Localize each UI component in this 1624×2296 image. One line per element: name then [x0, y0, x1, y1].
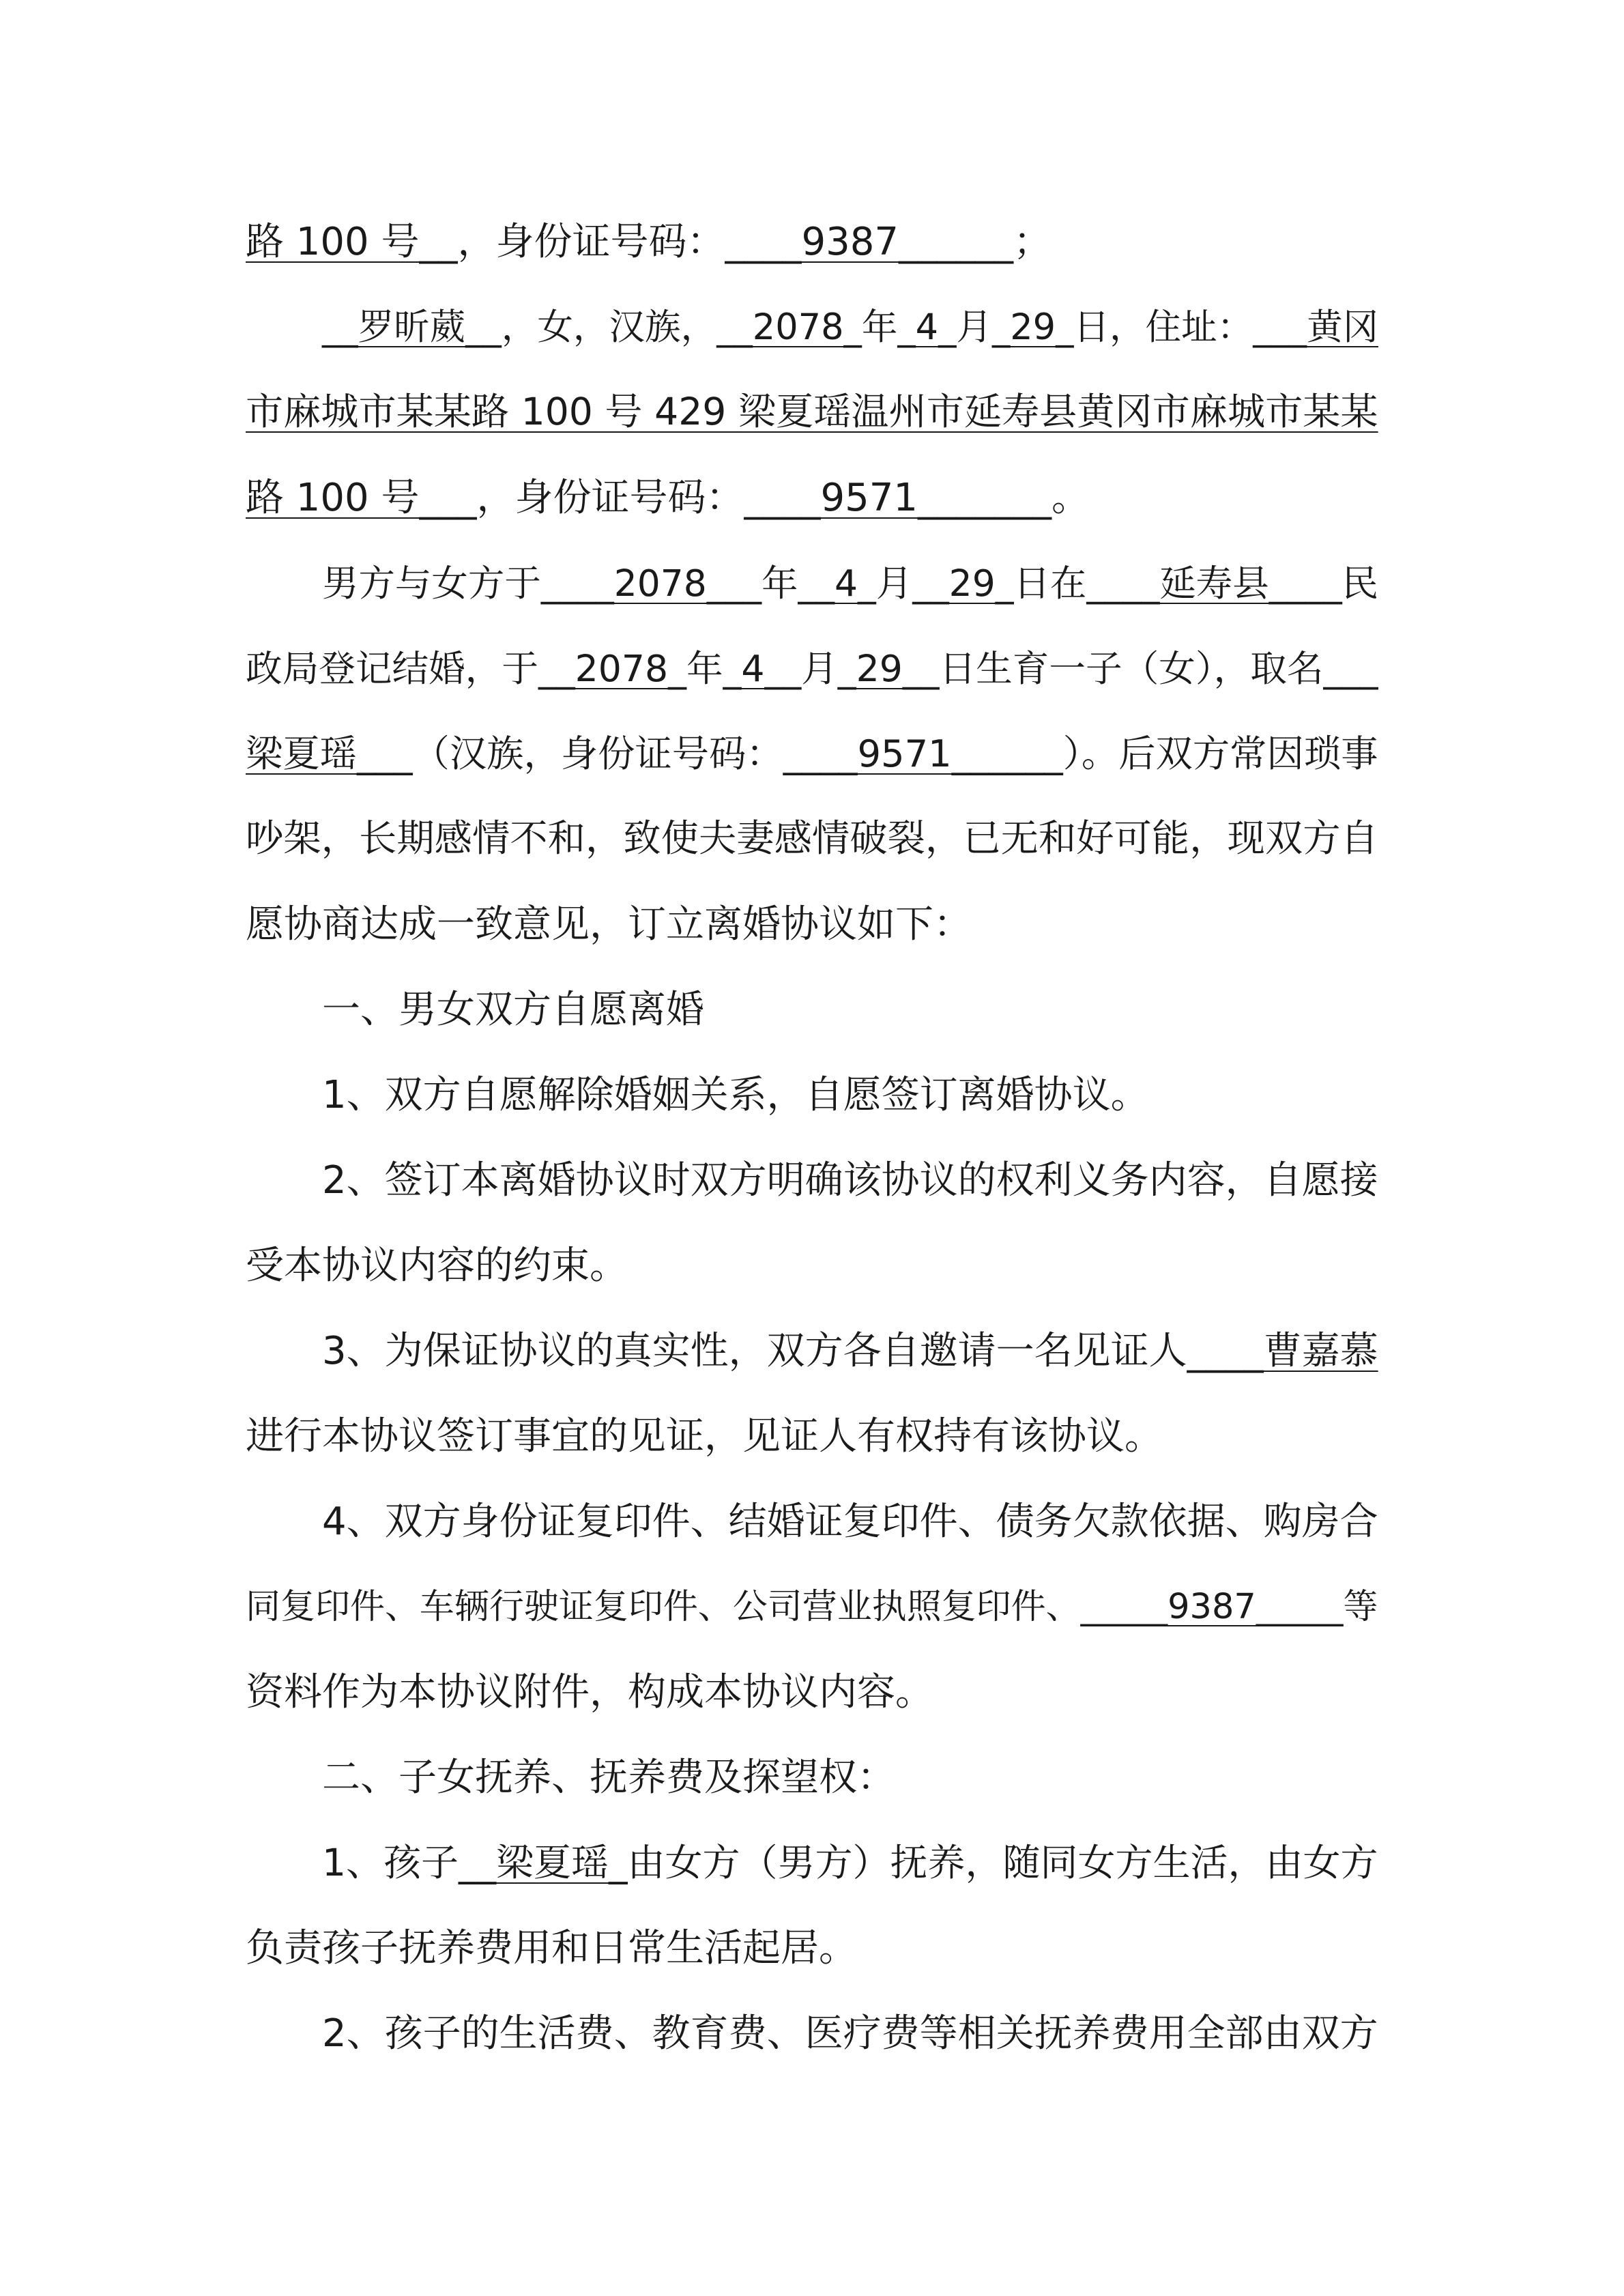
body-text: 年 [686, 647, 723, 690]
filled-field: 2078 [752, 306, 844, 348]
filled-field: ___ [357, 732, 413, 775]
filled-field: 29 [1010, 306, 1056, 348]
filled-field: 路 100 号 [246, 220, 420, 264]
filled-field: __ [538, 647, 575, 690]
document-line [246, 1308, 1378, 1394]
body-text: 二、子女抚养、抚养费及探望权： [322, 1755, 895, 1800]
filled-field: _ [897, 306, 916, 348]
filled-field: 4 [834, 562, 858, 605]
document-line [246, 1991, 1378, 2076]
filled-field: _ [995, 562, 1014, 605]
filled-field: ___ [1253, 306, 1307, 348]
body-text: （汉族，身份证号码： [412, 732, 783, 775]
filled-field: 市麻城市某某路 100 号 429 梁夏瑶温州市延寿县黄冈市麻城市某某 [246, 390, 1378, 434]
filled-field: ____ [783, 732, 858, 775]
filled-field: __ [419, 220, 458, 264]
filled-field: 9387 [1168, 1587, 1256, 1627]
filled-field: 2078 [575, 647, 669, 690]
body-text: 日在 [1013, 562, 1087, 605]
document-line [246, 1650, 1378, 1735]
filled-field: ____ [725, 220, 802, 264]
filled-field: 黄冈 [1307, 306, 1378, 348]
document-line [246, 541, 1378, 626]
filled-field: ____ [540, 562, 614, 605]
document-line [246, 1479, 1378, 1564]
filled-field: _ [991, 306, 1011, 348]
document-line [246, 1906, 1378, 1991]
filled-field: 29 [948, 562, 996, 605]
body-text: 2、孩子的生活费、教育费、医疗费等相关抚养费用全部由双方 [322, 2011, 1378, 2056]
body-text: ，女，汉族， [501, 306, 717, 348]
document-line [246, 1820, 1378, 1906]
filled-field: __ [912, 562, 949, 605]
body-text: 政局登记结婚，于 [246, 647, 539, 690]
filled-field: _ [668, 647, 686, 690]
filled-field: 梁夏瑶 [496, 1841, 609, 1884]
document-page [246, 199, 1378, 2076]
filled-field: _ [938, 306, 957, 348]
body-text: 。 [1052, 476, 1090, 520]
filled-field: 曹嘉慕 [1263, 1329, 1378, 1373]
body-text: 民 [1342, 562, 1378, 605]
document-line [246, 1394, 1378, 1479]
body-text: 进行本协议签订事宜的见证，见证人有权持有该协议。 [246, 1414, 1163, 1459]
body-text: 月 [956, 306, 992, 348]
filled-field: __ [322, 306, 358, 348]
body-text: 等 [1343, 1587, 1378, 1627]
filled-field: _ [1056, 306, 1074, 348]
document-line [246, 797, 1378, 882]
body-text: ）。后双方常因琐事 [1062, 732, 1378, 775]
body-text: 年 [762, 562, 798, 605]
document-line [246, 199, 1378, 285]
filled-field: __ [465, 306, 502, 348]
filled-field: 9387 [801, 220, 899, 264]
body-text: 由女方（男方）抚养，随同女方生活，由女方 [627, 1841, 1378, 1884]
filled-field: 29 [856, 647, 903, 690]
body-text: ； [1013, 220, 1052, 264]
body-text: ，身份证号码： [457, 220, 725, 264]
body-text: 日生育一子（女），取名 [939, 647, 1324, 690]
document-line [246, 1052, 1378, 1138]
body-text: 同复印件、车辆行驶证复印件、公司营业执照复印件、 [246, 1587, 1081, 1627]
document-line [246, 455, 1378, 541]
filled-field: _ [723, 647, 742, 690]
body-text: 2、签订本离婚协议时双方明确该协议的权利义务内容，自愿接 [322, 1158, 1378, 1203]
filled-field: ___ [419, 476, 477, 520]
body-text: 男方与女方于 [322, 562, 541, 605]
body-text: 3、为保证协议的真实性，双方各自邀请一名见证人 [322, 1329, 1187, 1373]
document-line [246, 1223, 1378, 1308]
filled-field: ______ [899, 220, 1014, 264]
body-text: 4、双方身份证复印件、结婚证复印件、债务欠款依据、购房合 [322, 1499, 1378, 1544]
body-text: 月 [875, 562, 913, 605]
filled-field: ____ [1086, 562, 1160, 605]
document-line [246, 1735, 1378, 1820]
filled-field: 2078 [613, 562, 707, 605]
filled-field: 4 [915, 306, 939, 348]
filled-field: __ [716, 306, 753, 348]
filled-field: _ [843, 306, 862, 348]
document-line [246, 711, 1378, 797]
filled-field: 延寿县 [1159, 562, 1269, 605]
filled-field: __ [764, 647, 802, 690]
document-line [246, 1138, 1378, 1223]
body-text: 1、孩子 [322, 1841, 459, 1884]
body-text: 受本协议内容的约束。 [246, 1244, 628, 1288]
body-text: 资料作为本协议附件，构成本协议内容。 [246, 1670, 933, 1714]
body-text: 年 [861, 306, 898, 348]
document-line [246, 370, 1378, 455]
filled-field: _ [609, 1841, 628, 1884]
filled-field: 9571 [857, 732, 952, 775]
document-line [246, 1564, 1378, 1650]
body-text: 日，住址： [1073, 306, 1253, 348]
filled-field: _____ [1080, 1587, 1168, 1627]
body-text: 1、双方自愿解除婚姻关系，自愿签订离婚协议。 [322, 1073, 1149, 1117]
filled-field: 罗昕葳 [358, 306, 466, 348]
filled-field: _______ [918, 476, 1052, 520]
body-text: 月 [801, 647, 838, 690]
filled-field: ___ [706, 562, 762, 605]
filled-field: __ [902, 647, 940, 690]
filled-field: ______ [951, 732, 1063, 775]
filled-field: ____ [1268, 562, 1342, 605]
document-line [246, 626, 1378, 711]
filled-field: __ [459, 1841, 496, 1884]
body-text: ，身份证号码： [476, 476, 744, 520]
body-text: 吵架，长期感情不和，致使夫妻感情破裂，已无和好可能，现双方自 [246, 817, 1378, 861]
document-line [246, 882, 1378, 967]
body-text: 负责孩子抚养费用和日常生活起居。 [246, 1926, 857, 1970]
body-text: 愿协商达成一致意见，订立离婚协议如下： [246, 902, 972, 947]
filled-field: _ [858, 562, 876, 605]
filled-field: ____ [744, 476, 821, 520]
filled-field: ____ [1187, 1329, 1264, 1373]
filled-field: 梁夏瑶 [246, 732, 357, 775]
filled-field: _ [837, 647, 856, 690]
filled-field: __ [798, 562, 835, 605]
document-line [246, 285, 1378, 370]
filled-field: 9571 [820, 476, 918, 520]
filled-field: _____ [1256, 1587, 1344, 1627]
filled-field: 路 100 号 [246, 476, 420, 520]
filled-field: ___ [1323, 647, 1378, 690]
body-text: 一、男女双方自愿离婚 [322, 988, 704, 1032]
filled-field: 4 [741, 647, 765, 690]
document-line [246, 967, 1378, 1052]
